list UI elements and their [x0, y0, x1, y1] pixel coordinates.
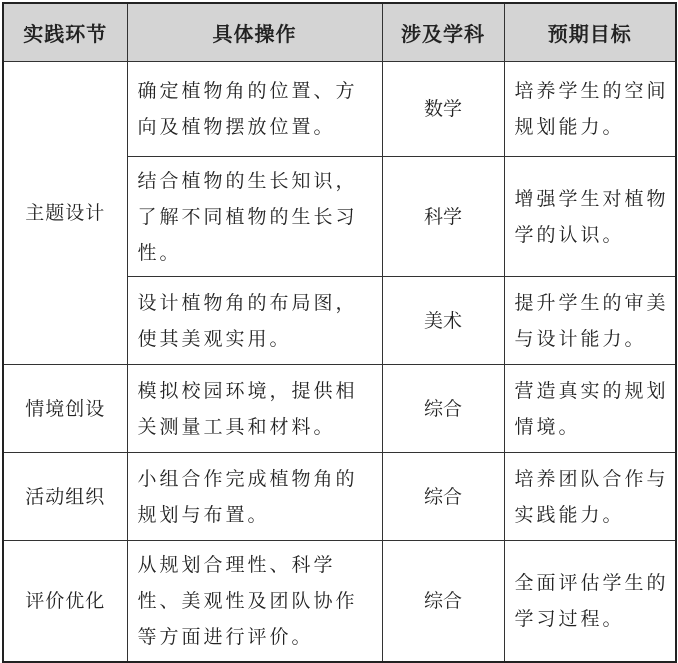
operation-cell: 模拟校园环境，提供相关测量工具和材料。 — [127, 365, 382, 453]
stage-cell: 情境创设 — [3, 365, 127, 453]
operation-cell: 小组合作完成植物角的规划与布置。 — [127, 453, 382, 541]
header-subject: 涉及学科 — [382, 3, 504, 62]
header-stage: 实践环节 — [3, 3, 127, 62]
table-row — [3, 541, 676, 662]
operation-cell: 确定植物角的位置、方向及植物摆放位置。 — [127, 62, 382, 157]
header-operation: 具体操作 — [127, 3, 382, 62]
table-row — [3, 453, 676, 541]
operation-cell: 设计植物角的布局图，使其美观实用。 — [127, 277, 382, 365]
subject-cell: 美术 — [382, 277, 504, 365]
subject-cell: 综合 — [382, 365, 504, 453]
subject-cell: 数学 — [382, 62, 504, 157]
subject-cell: 综合 — [382, 453, 504, 541]
goal-cell: 营造真实的规划情境。 — [504, 365, 676, 453]
goal-cell: 全面评估学生的学习过程。 — [504, 541, 676, 662]
goal-cell: 增强学生对植物学的认识。 — [504, 157, 676, 277]
operation-cell: 结合植物的生长知识，了解不同植物的生长习性。 — [127, 157, 382, 277]
stage-cell: 主题设计 — [3, 62, 127, 365]
stage-cell: 活动组织 — [3, 453, 127, 541]
table-row — [3, 365, 676, 453]
operation-cell: 从规划合理性、科学性、美观性及团队协作等方面进行评价。 — [127, 541, 382, 662]
goal-cell: 提升学生的审美与设计能力。 — [504, 277, 676, 365]
header-goal: 预期目标 — [504, 3, 676, 62]
table-row — [3, 62, 676, 157]
subject-cell: 综合 — [382, 541, 504, 662]
goal-cell: 培养团队合作与实践能力。 — [504, 453, 676, 541]
subject-cell: 科学 — [382, 157, 504, 277]
stage-cell: 评价优化 — [3, 541, 127, 662]
practice-table — [2, 2, 677, 663]
goal-cell: 培养学生的空间规划能力。 — [504, 62, 676, 157]
header-row — [3, 3, 676, 62]
